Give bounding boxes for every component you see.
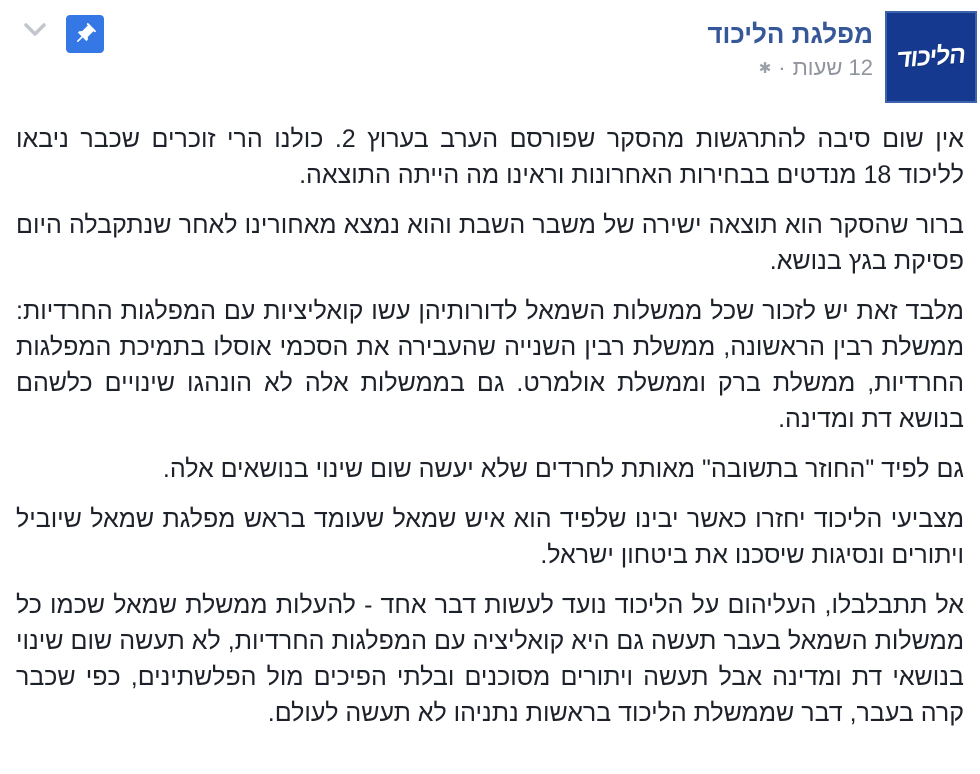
- pinned-post-badge: [66, 15, 104, 53]
- post-paragraph: אין שום סיבה להתרגשות מהסקר שפורסם הערב בערוץ 2. כולנו הרי זוכרים שכבר ניבאו לליכוד 18 מנדטים בבחירות האחרונות וראינו מה הייתה התוצאה.: [16, 125, 964, 189]
- likud-logo: הליכוד: [895, 39, 967, 74]
- chevron-down-icon: [24, 23, 46, 37]
- page-name-link[interactable]: מפלגת הליכוד: [707, 19, 873, 49]
- dot-separator: ·: [778, 55, 786, 80]
- timestamp-link[interactable]: 12 שעות: [792, 55, 873, 80]
- post-paragraph: מצביעי הליכוד יחזרו כאשר יבינו שלפיד הוא איש שמאל שעומד בראש מפלגת שמאל שיוביל ויתורים ונסיגות שיסכנו את ביטחון ישראל.: [16, 505, 964, 569]
- post-header-controls: [0, 11, 104, 53]
- post-header: [0, 0, 980, 103]
- post-paragraph: אל תתבלבלו, העליהום על הליכוד נועד לעשות דבר אחד - להעלות ממשלת שמאל שכמו כל ממשלות השמאל בעבר תעשה גם היא קואליציה עם המפלגות החרדיות, לא תעשה שום שינוי בנושאי דת ומדינה אבל תעשה ויתורים מסוכנים ובלתי הפיכים מול הפלשתינים, כפי שכבר קרה בעבר, דבר שממשלת הליכוד בראשות נתניהו לא תעשה לעולם.: [16, 591, 964, 727]
- post-paragraph: מלבד זאת יש לזכור שכל ממשלות השמאל לדורותיהן עשו קואליציות עם המפלגות החרדיות: ממשלת רבין הראשונה, ממשלת רבין השנייה שהעבירה את הסכמי אוסלו בתמיכת המפלגות החרדיות, ממשלת ברק וממשלת אולמרט. גם בממשלות אלה לא הונהגו שינויים כלשהם בנושא דת ומדינה.: [16, 297, 964, 433]
- timestamp-row: [707, 55, 873, 81]
- page-avatar[interactable]: [885, 11, 977, 103]
- pushpin-icon: [68, 17, 102, 51]
- post-header-info: [707, 11, 873, 81]
- privacy-public-icon: ✱: [758, 59, 772, 77]
- post-options-button[interactable]: [24, 23, 46, 37]
- post-paragraph: ברור שהסקר הוא תוצאה ישירה של משבר השבת והוא נמצא מאחורינו לאחר שנתקבלה היום פסיקת בגץ בנושא.: [16, 211, 964, 275]
- post-paragraph: גם לפיד "החוזר בתשובה" מאותת לחרדים שלא יעשה שום שינוי בנושאים אלה.: [162, 455, 964, 483]
- post-body: [0, 103, 980, 731]
